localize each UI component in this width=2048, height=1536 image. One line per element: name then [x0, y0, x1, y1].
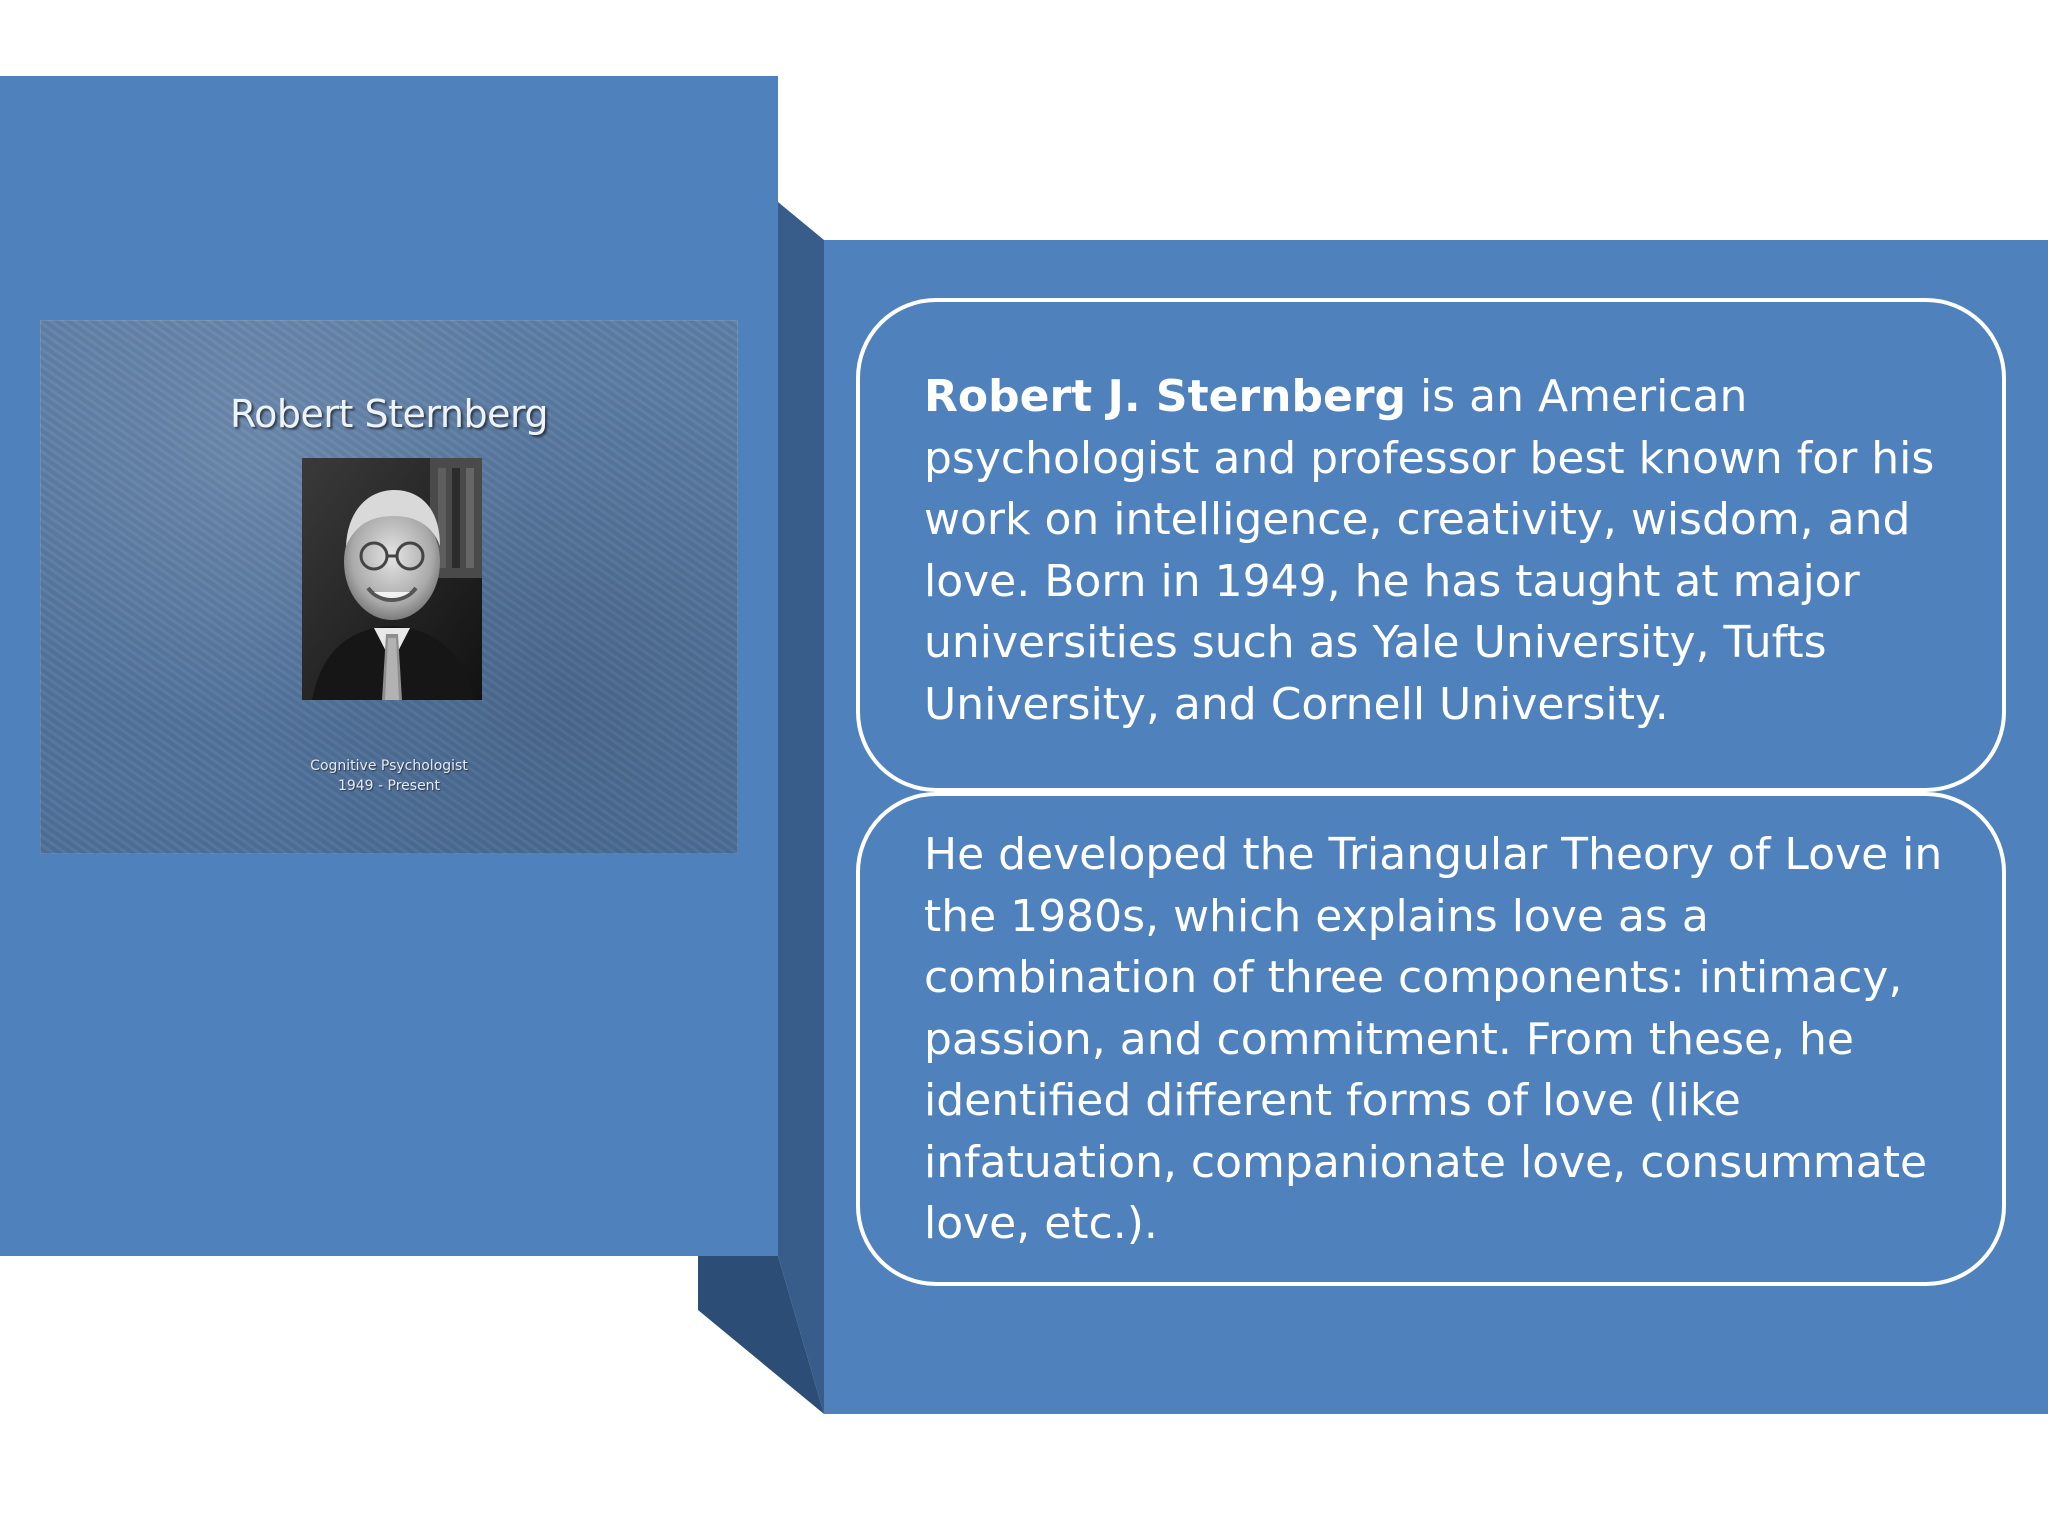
portrait-illustration — [302, 458, 482, 700]
slide-image-caption-role: Cognitive Psychologist — [310, 758, 468, 774]
theory-text: He developed the Triangular Theory of Love in the 1980s, which explains love as a combination of three components: intimacy, passion, and commitment. From these, he identified different forms of love (like infatuation, companionate love, consummate love, etc.). — [924, 829, 1943, 1249]
biography-box — [856, 298, 2006, 792]
fold-upper-shadow — [778, 202, 824, 1414]
portrait-photo — [302, 458, 482, 700]
sternberg-slide-image — [40, 320, 738, 854]
slide-image-caption-years: 1949 - Present — [337, 778, 441, 794]
slide-image-title: Robert Sternberg — [229, 392, 549, 436]
biography-name: Robert J. Sternberg — [924, 371, 1407, 422]
theory-box — [856, 792, 2006, 1286]
biography-body: is an American psychologist and professor best known for his work on intelligence, creativity, wisdom, and love. Born in 1949, he has taught at major universities such as Yale University, Tufts University, and Cornell University. — [924, 371, 1935, 730]
biography-text — [924, 366, 1962, 735]
